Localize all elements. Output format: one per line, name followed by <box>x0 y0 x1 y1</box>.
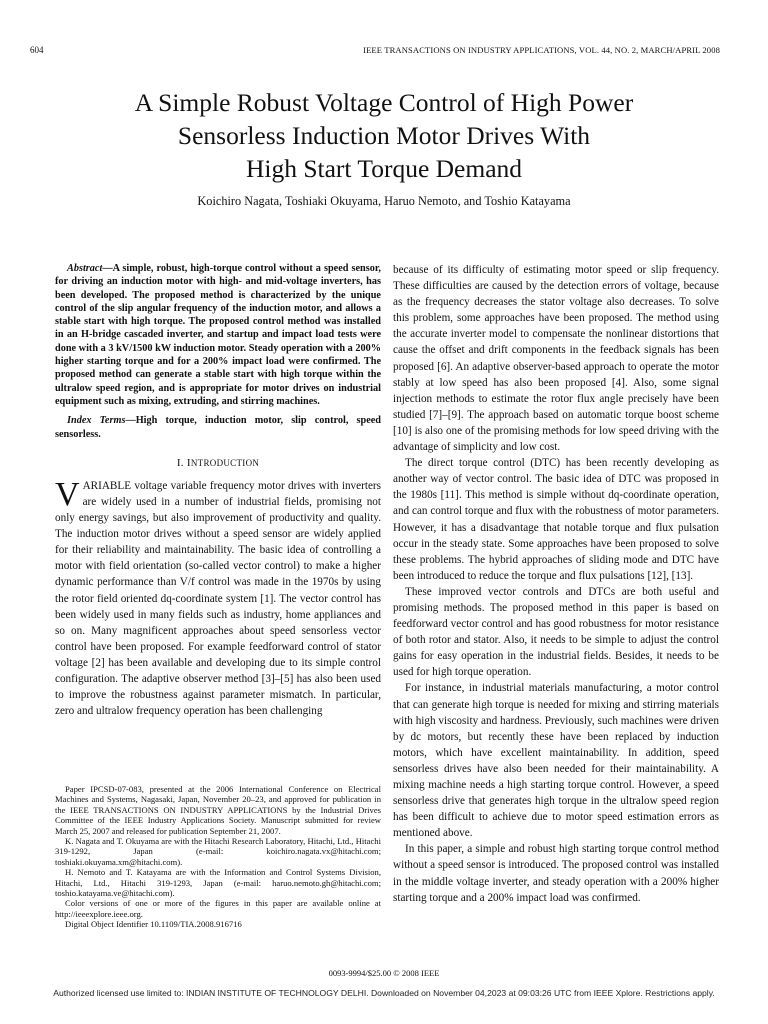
title-line-3: High Start Torque Demand <box>245 154 523 183</box>
intro-text: voltage variable frequency motor drives with inverters are widely used in a number of industrial fields, promising not only energy savings, but also improvement of productivity and quality. The induction motor drives without a speed sensor are widely applied for their reliability and maintainability. The basic idea of controlling a motor with field orientation (so-called vector control) to make a higher dynamic performance than V/f control was made in the 1970s by using the rotor field oriented dq-coordinate system [1]. The vector control has been widely used in many fields such as industry, home appliances and so on. Many magnificent approaches about speed sensorless vector control have been proposed. For example feedforward control of stator voltage [2] has been available and developing due to its simple control configuration. The adaptive observer method [3]–[5] has also been used to improve the robustness against parameter mismatch. In particular, zero and ultralow frequency operation has been challenging <box>55 479 381 718</box>
body-paragraph: For instance, in industrial materials manufacturing, a motor control that can generate high torque is needed for mixing and stirring materials with high viscosity and hardness. Previously, such machines were driven by dc motors, but recently these have been replaced by induction motors, which have excellent maintainability. In addition, speed sensorless drives have also been needed for their maintainability. A mixing machine needs a high starting torque control. However, a speed sensorless drive that generates high torque in the ultralow speed region has been difficult to achieve due to motor speed estimation errors as mentioned above. <box>393 682 719 840</box>
paper-title <box>40 86 728 185</box>
body-paragraph: The direct torque control (DTC) has been recently developing as another way of vector control. The basic idea of DTC was proposed in the 1980s [11]. This method is simple without dq-coordinate operation, and can control torque and flux with the robustness of motor parameters. However, it has a disadvantage that notable torque and flux pulsation occur in the steady state. Some approaches have been proposed to solve these problems. The hybrid approaches of sliding mode and DTC have been introduced to reduce the torque and flux pulsations [12], [13]. <box>393 457 719 582</box>
left-column <box>55 262 381 719</box>
footnote-doi: Digital Object Identifier 10.1109/TIA.2008.916716 <box>65 919 242 930</box>
section-number: I. <box>176 456 184 469</box>
drop-cap: V <box>55 475 80 513</box>
footnotes <box>55 784 381 930</box>
index-terms <box>55 414 381 441</box>
introduction-paragraph <box>55 475 381 719</box>
footnote-paper-info: Paper IPCSD-07-083, presented at the 2006 International Conference on Electrical Machines and Systems, Nagasaki, Japan, November 20–23, and approved for publication in the IEEE TRANSACTIONS ON INDUSTRY APPLICATIONS by the Industrial Drives Committee of the IEEE Industry Applications Society. Manuscript submitted for review March 25, 2007 and released for publication September 21, 2007. <box>55 784 381 836</box>
index-terms-label: Index Terms <box>67 415 126 427</box>
footnote-affiliation-2: H. Nemoto and T. Katayama are with the Information and Control Systems Division, Hitachi, Ltd., Hitachi 319-1293, Japan (e-mail: haruo.nemoto.gh@hitachi.com; toshio.katayama.ve@hitachi.com). <box>55 867 381 899</box>
journal-running-header: IEEE TRANSACTIONS ON INDUSTRY APPLICATIONS, VOL. 44, NO. 2, MARCH/APRIL 2008 <box>363 45 720 55</box>
footnote-color-versions: Color versions of one or more of the figures in this paper are available online at http://ieeexplore.ieee.org. <box>55 898 381 919</box>
right-column <box>393 262 719 906</box>
abstract-label: Abstract <box>67 263 103 274</box>
index-terms-text: —High torque, induction motor, slip control, speed sensorless. <box>55 415 381 440</box>
license-footer: Authorized licensed use limited to: INDIAN INSTITUTE OF TECHNOLOGY DELHI. Downloaded on November 04,2023 at 09:03:26 UTC from IEEE Xplore. Restrictions apply. <box>53 988 715 998</box>
page-number: 604 <box>30 45 44 55</box>
author-list: Koichiro Nagata, Toshiaki Okuyama, Haruo Nemoto, and Toshio Katayama <box>197 194 571 208</box>
title-line-2: Sensorless Induction Motor Drives With <box>177 121 591 150</box>
title-line-1: A Simple Robust Voltage Control of High Power <box>134 88 634 117</box>
body-paragraph: In this paper, a simple and robust high starting torque control method without a speed sensor is introduced. The proposed control was installed in the middle voltage inverter, and steady operation with a 200% higher starting torque and a 200% impact load was confirmed. <box>393 843 719 904</box>
abstract-text: —A simple, robust, high-torque control without a speed sensor, for driving an induction motor with high- and mid-voltage inverters, has been developed. The proposed method is characterized by the unique control of the slip angular frequency of the induction motor, and allows a stable start with high torque. The proposed control method was installed in an H-bridge cascaded inverter, and startup and impact load tests were done with a 3 kV/1500 kW induction motor. Steady operation with a 200% higher starting torque and for a 200% impact load were confirmed. The proposed method can generate a stable start with high torque within the ultralow speed region, and is appropriate for motor drives on industrial equipment such as mixing, extruding, and stirring machines. <box>55 263 381 407</box>
footnote-affiliation-1: K. Nagata and T. Okuyama are with the Hitachi Research Laboratory, Hitachi, Ltd., Hitachi 319-1292, Japan (e-mail: koichiro.nagata.vx@hitachi.com; toshiaki.okuyama.xm@hitachi.com). <box>55 836 381 867</box>
section-heading-introduction <box>55 457 381 469</box>
abstract <box>55 262 381 408</box>
copyright-notice: 0093-9994/$25.00 © 2008 IEEE <box>328 968 440 978</box>
intro-first-word: ARIABLE <box>82 479 132 492</box>
body-paragraph: These improved vector controls and DTCs are both useful and promising methods. The proposed method in this paper is based on feedforward vector control and has good robustness for motor resistance of both rotor and stator. Also, it needs to be simple to adjust the control gains for easy operation in the industrial fields. Besides, it needs to be used for high torque operation. <box>393 585 719 679</box>
section-title-rest: NTRODUCTION <box>190 457 260 468</box>
section-title-initial: I <box>186 456 191 469</box>
body-paragraph: because of its difficulty of estimating motor speed or slip frequency. These difficulties are caused by the detection errors of voltage, because as the frequency decreases the stator voltage also decreases. To solve this problem, some approaches have been proposed. The method using the accurate inverter model to compensate the nonlinear distortions that cause the offset and drift components in the feedback signals has been proposed [6]. An adaptive observer-based approach to operate the motor stably at low speed has also been proposed [4]. Also, some signal injection methods to estimate the rotor flux angle precisely have been studied [7]–[9]. The approach based on automatic torque boost scheme [10] is also one of the promising methods for low speed driving with the advantage of simplicity and low cost. <box>393 264 719 454</box>
